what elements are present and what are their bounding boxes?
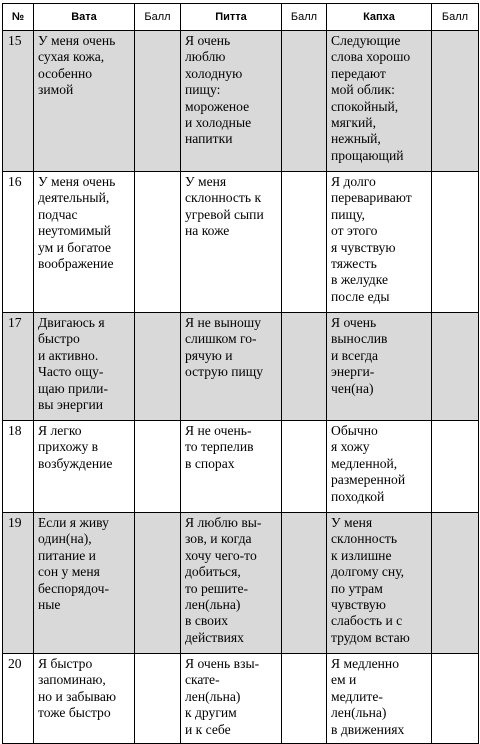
vata-statement: Если я живу один(на), питание и сон у меня беспорядоч- ные <box>34 513 135 654</box>
kapha-score-cell[interactable] <box>432 31 479 172</box>
pitta-score-cell[interactable] <box>282 313 327 421</box>
kapha-statement: Обычно я хожу медленной, размеренной походкой <box>327 421 432 513</box>
vata-statement: У меня очень сухая кожа, особенно зимой <box>34 31 135 172</box>
vata-score-cell[interactable] <box>135 31 181 172</box>
kapha-score-cell[interactable] <box>432 421 479 513</box>
kapha-statement: Следующие слова хорошо передают мой облик: спокойный, мягкий, нежный, прощающий <box>327 31 432 172</box>
table-row <box>3 654 479 744</box>
pitta-statement: Я не очень- то терпелив в спорах <box>181 421 282 513</box>
vata-score-cell[interactable] <box>135 172 181 313</box>
kapha-statement: У меня склонность к излишне долгому сну, по утрам чувствую слабость и с трудом встаю <box>327 513 432 654</box>
row-number: 15 <box>3 31 34 172</box>
dosha-questionnaire-table <box>2 3 479 744</box>
vata-statement: Двигаюсь я быстро и активно. Часто ощу- щаю прили- вы энергии <box>34 313 135 421</box>
table-row <box>3 513 479 654</box>
pitta-statement: У меня склонность к угревой сыпи на коже <box>181 172 282 313</box>
pitta-statement: Я люблю вы- зов, и когда хочу чего-то добиться, то решите- лен(льна) в своих действиях <box>181 513 282 654</box>
header-score-pitta: Балл <box>282 4 327 31</box>
pitta-statement: Я не выношу слишком го- рячую и острую пищу <box>181 313 282 421</box>
header-pitta: Питта <box>181 4 282 31</box>
header-vata: Вата <box>34 4 135 31</box>
kapha-statement: Я очень вынослив и всегда энерги- чен(на) <box>327 313 432 421</box>
kapha-score-cell[interactable] <box>432 313 479 421</box>
kapha-statement: Я долго переваривают пищу, от этого я чувствую тяжесть в желудке после еды <box>327 172 432 313</box>
header-score-vata: Балл <box>135 4 181 31</box>
table-row <box>3 172 479 313</box>
kapha-score-cell[interactable] <box>432 654 479 744</box>
pitta-statement: Я очень люблю холодную пищу: мороженое и холодные напитки <box>181 31 282 172</box>
table-row <box>3 421 479 513</box>
vata-score-cell[interactable] <box>135 513 181 654</box>
kapha-score-cell[interactable] <box>432 172 479 313</box>
pitta-score-cell[interactable] <box>282 513 327 654</box>
row-number: 19 <box>3 513 34 654</box>
table-row <box>3 313 479 421</box>
header-score-kapha: Балл <box>432 4 479 31</box>
row-number: 17 <box>3 313 34 421</box>
table-row <box>3 31 479 172</box>
vata-score-cell[interactable] <box>135 313 181 421</box>
header-row <box>3 4 479 31</box>
pitta-score-cell[interactable] <box>282 172 327 313</box>
pitta-score-cell[interactable] <box>282 31 327 172</box>
kapha-score-cell[interactable] <box>432 513 479 654</box>
vata-statement: Я быстро запоминаю, но и забываю тоже быстро <box>34 654 135 744</box>
vata-score-cell[interactable] <box>135 654 181 744</box>
vata-statement: У меня очень деятельный, подчас неутомимый ум и богатое воображение <box>34 172 135 313</box>
pitta-statement: Я очень взы- скате- лен(льна) к другим и к себе <box>181 654 282 744</box>
pitta-score-cell[interactable] <box>282 421 327 513</box>
header-kapha: Капха <box>327 4 432 31</box>
row-number: 18 <box>3 421 34 513</box>
row-number: 20 <box>3 654 34 744</box>
vata-score-cell[interactable] <box>135 421 181 513</box>
kapha-statement: Я медленно ем и медлите- лен(льна) в движениях <box>327 654 432 744</box>
pitta-score-cell[interactable] <box>282 654 327 744</box>
row-number: 16 <box>3 172 34 313</box>
header-number: № <box>3 4 34 31</box>
vata-statement: Я легко прихожу в возбуждение <box>34 421 135 513</box>
